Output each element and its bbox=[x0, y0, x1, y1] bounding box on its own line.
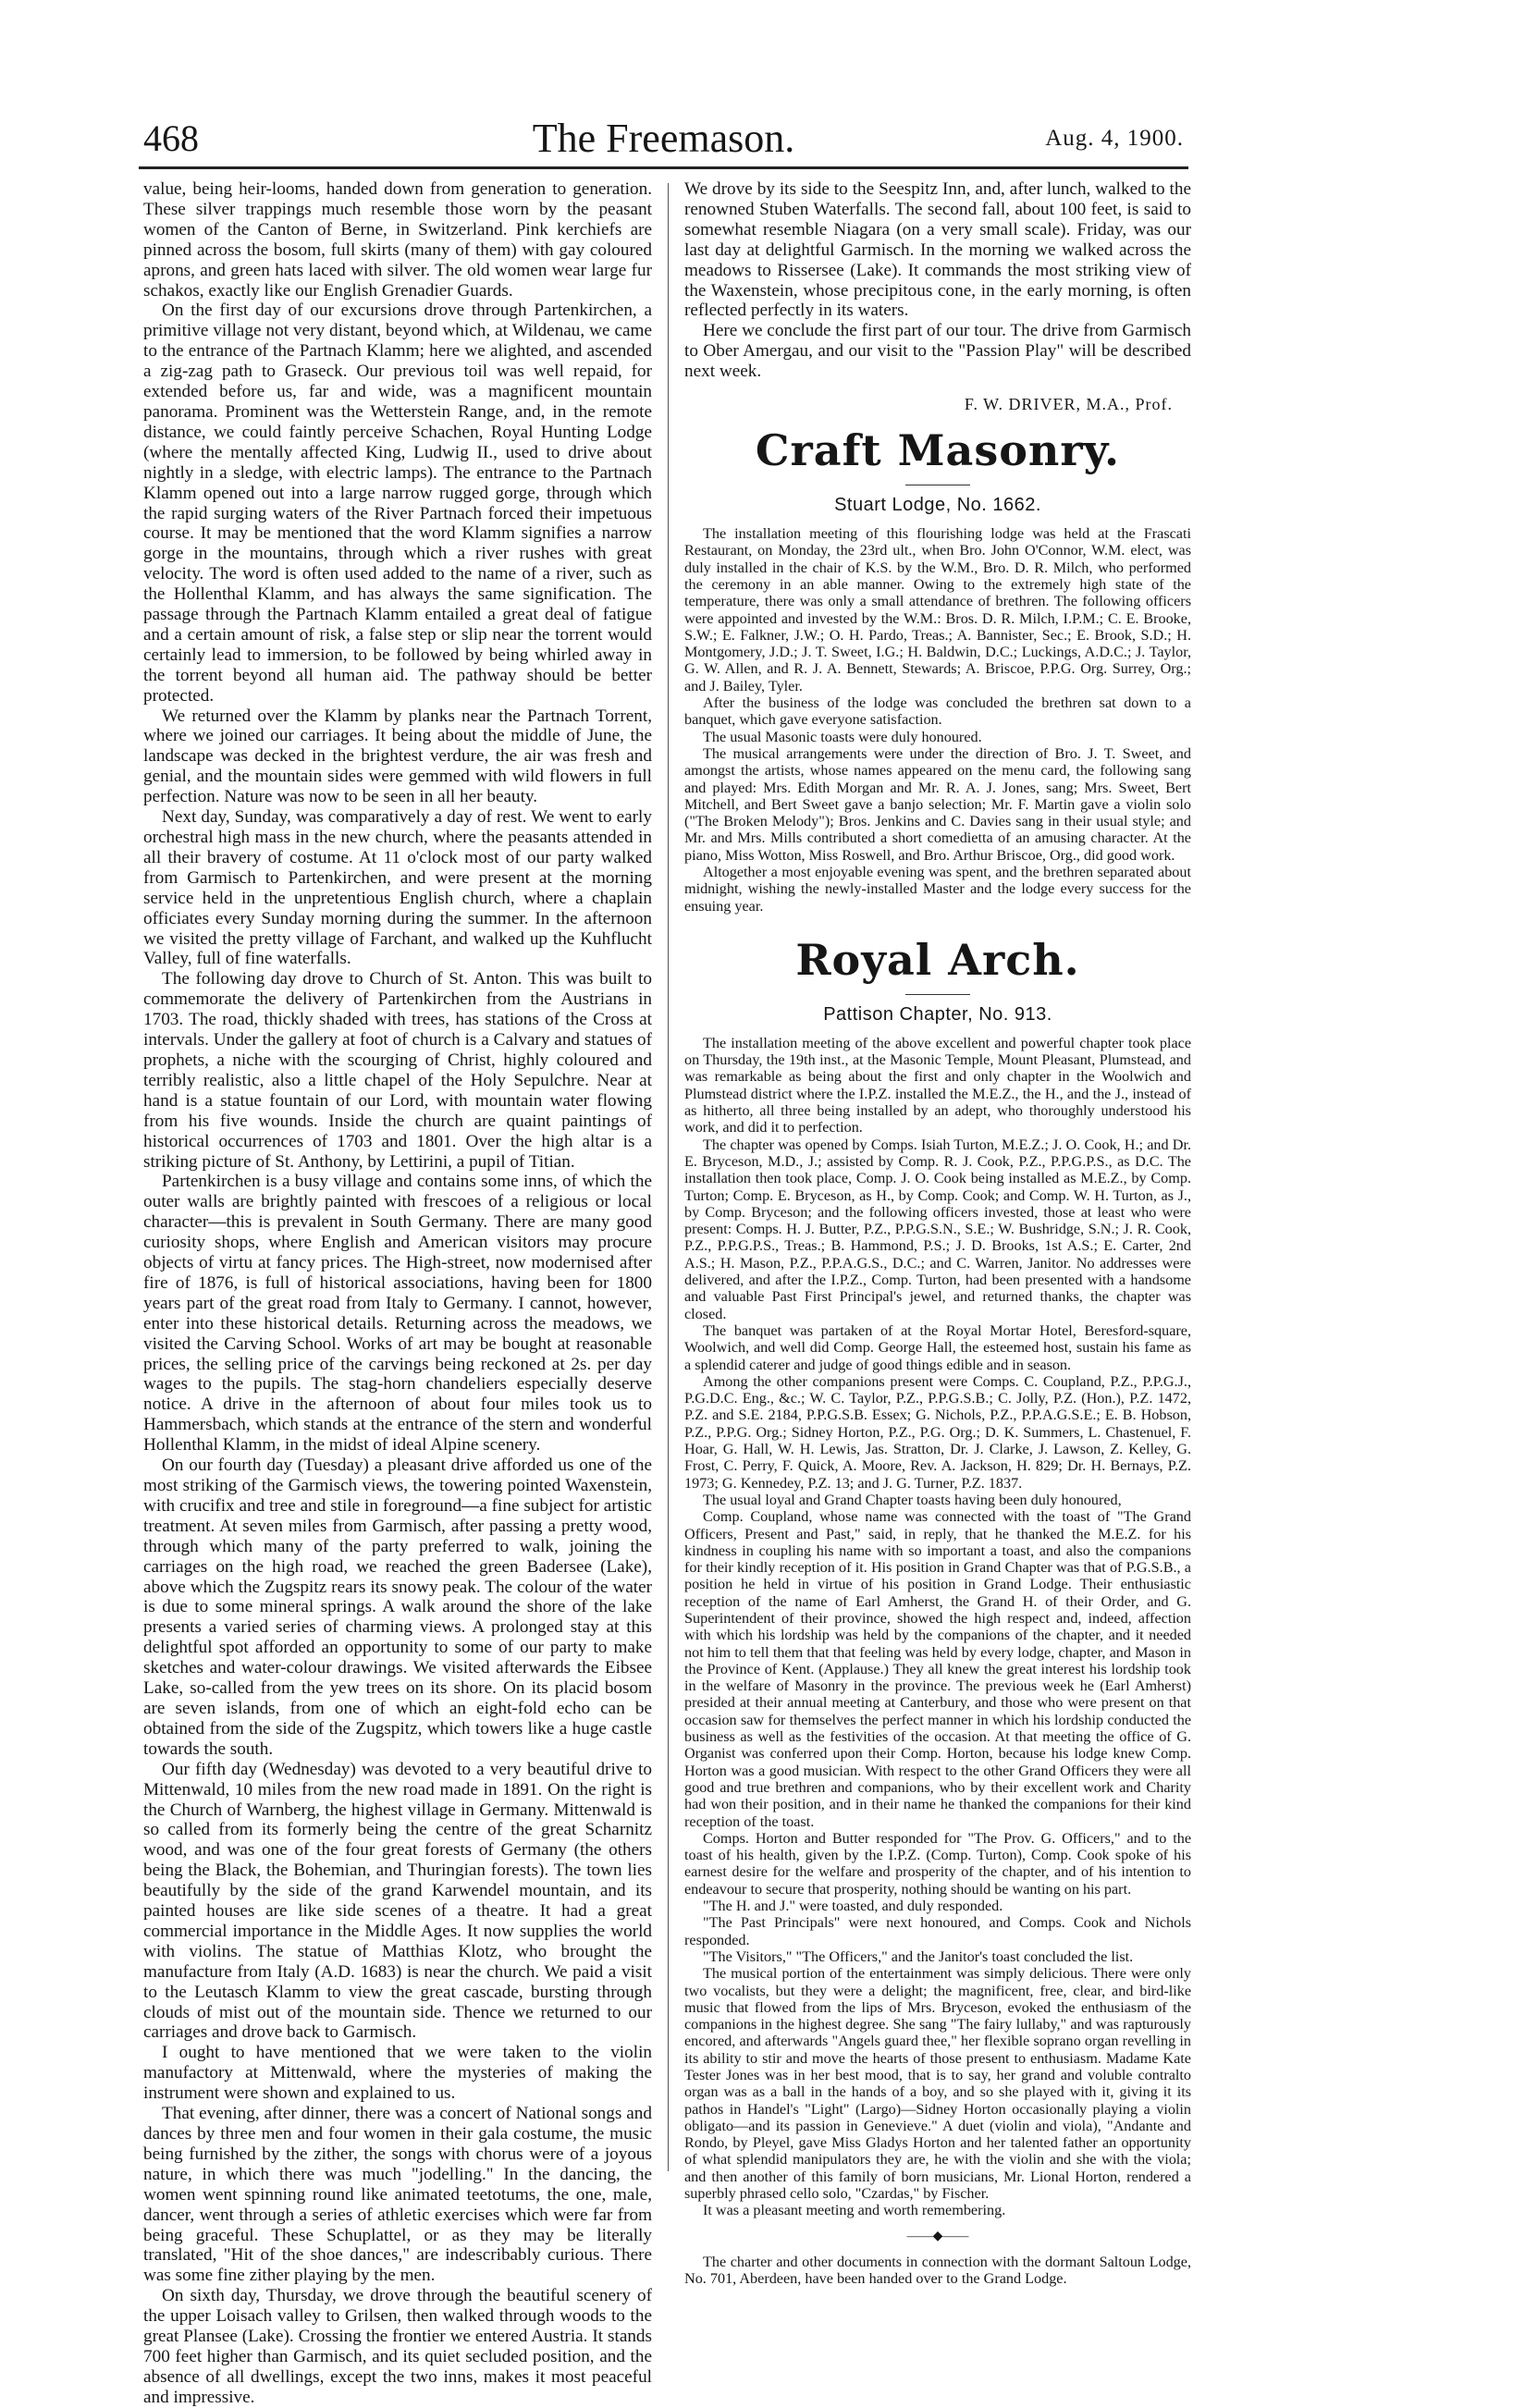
lodge-title: Stuart Lodge, No. 1662. bbox=[834, 495, 1041, 516]
section-divider-icon: ——◆—— bbox=[906, 2229, 969, 2243]
royal-paragraph: It was a pleasant meeting and worth remembering. bbox=[703, 2202, 1006, 2219]
publication-title: The Freemason. bbox=[532, 116, 795, 161]
right-column bbox=[684, 179, 1191, 2287]
royal-paragraph: Among the other companions present were Comps. C. Coupland, P.Z., P.P.G.J., P.G.D.C. Eng., &c.; W. C. Taylor, P.Z., P.P.G.S.B.; C. Jolly, P.Z. (Hon.), P.Z. 1472, P.Z. and S.E. 2184, P.P.G.S.B. Essex; G. Nichols, P.Z., P.P.A.G.S.E.; E. B. Hobson, P.Z., P.P.G. Org.; Sidney Horton, P.Z., P.G. Org.; D. K. Summers, L. Chastenuel, F. Hoar, G. Hall, W. H. Lewis, Jas. Stratton, Dr. J. Clarke, J. Lawson, Z. Kelley, G. Frost, C. Perry, F. Quick, A. Moore, Rev. A. Jackson, H. 829; Dr. H. Bernays, P.Z. 1973; G. Kennedey, P.Z. 13; and J. G. Turner, P.Z. 1837. bbox=[684, 1372, 1191, 1492]
royal-paragraph: The installation meeting of the above excellent and powerful chapter took place on Thursday, the 19th inst., at the Masonic Temple, Mount Pleasant, Plumstead, and was remarkable as being about the first and only chapter in the Woolwich and Plumstead district where the I.P.Z. installed the M.E.Z., the H., and the J., instead of as hitherto, all three being installed by an adept, who thoroughly understood his work, and did it to perfection. bbox=[684, 1034, 1191, 1136]
page-number: 468 bbox=[143, 117, 199, 159]
royal-paragraph: The usual loyal and Grand Chapter toasts having been duly honoured, bbox=[703, 1491, 1122, 1508]
left-column bbox=[143, 179, 652, 2407]
royal-paragraph: "The Visitors," "The Officers," and the Janitor's toast concluded the list. bbox=[703, 1947, 1134, 1965]
left-paragraph: Next day, Sunday, was comparatively a day of rest. We went to early orchestral high mass in the new church, where the peasants attended in all their bravery of costume. At 11 o'clock most of our party walked from Garmisch to Partenkirchen, and were present at the morning service held in the unpretentious English church, where a chaplain officiates every Sunday morning during the summer. In the afternoon we visited the pretty village of Farchant, and walked up the Kuhflucht Valley, full of fine waterfalls. bbox=[143, 807, 652, 969]
royal-paragraph: The chapter was opened by Comps. Isiah Turton, M.E.Z.; J. O. Cook, H.; and Dr. E. Bryceson, M.D., J.; assisted by Comp. R. J. Cook, P.Z., P.P.G.P.S., as D.C. The installation then took place, Comp. J. O. Cook being installed as M.E.Z., by Comp. Turton; Comp. E. Bryceson, as H., by Comp. Cook; and Comp. W. H. Turton, as J., by Comp. Bryceson; and the following officers invested, those at least who were present: Comps. H. J. Butter, P.Z., P.P.G.S.N., S.E.; W. Bushridge, S.N.; J. R. Cook, P.Z., P.P.G.P.S., Treas.; B. Hammond, P.S.; J. D. Brooks, 1st A.S.; E. Carter, 2nd A.S.; H. Mason, P.Z., P.P.A.G.S., D.C.; and C. Warren, Janitor. No addresses were delivered, and after the I.P.Z., Comp. Turton, had been presented with a handsome and valuable Past First Principal's jewel, and returned thanks, the chapter was closed. bbox=[684, 1136, 1191, 1322]
left-paragraph: I ought to have mentioned that we were taken to the violin manufactory at Mittenwald, where the mysteries of making the instrument were shown and explained to us. bbox=[143, 2043, 652, 2104]
left-paragraph: value, being heir-looms, handed down from generation to generation. These silver trappings much resemble those worn by the peasant women of the Canton of Berne, in Switzerland. Pink kerchiefs are pinned across the bosom, full skirts (many of them) with gay coloured aprons, and green hats laced with silver. The old women wear large fur schakos, exactly like our English Grenadier Guards. bbox=[143, 179, 652, 301]
issue-date: Aug. 4, 1900. bbox=[1045, 126, 1184, 151]
left-paragraph: On our fourth day (Tuesday) a pleasant drive afforded us one of the most striking of the Garmisch views, the towering pointed Waxenstein, with crucifix and tree and stile in foreground—a fine subject for artistic treatment. At seven miles from Garmisch, after passing a pretty wood, through which many of the party preferred to walk, joining the carriages on the high road, we reached the green Badersee (Lake), above which the Zugspitz rears its snowy peak. The colour of the water is due to some mineral springs. A walk around the shore of the lake presents a varied series of charming views. A prolonged stay at this delightful spot afforded an opportunity to some of our party to make sketches and water-colour drawings. We visited afterwards the Eibsee Lake, so-called from the yew trees on its shore. On its placid bosom are seven islands, from one of which an eight-fold echo can be obtained from the side of the Zugspitz, which towers like a huge castle towards the south. bbox=[143, 1456, 652, 1759]
royal-arch-heading: Royal Arch. bbox=[795, 934, 1080, 985]
left-paragraph: We returned over the Klamm by planks near the Partnach Torrent, where we joined our carriages. It being about the middle of June, the landscape was decked in the brightest verdure, the air was fresh and genial, and the mountain sides were gemmed with wild flowers in full perfection. Nature was now to be seen in all her beauty. bbox=[143, 706, 652, 807]
header-rule bbox=[139, 166, 1188, 169]
craft-paragraph: The usual Masonic toasts were duly honoured. bbox=[703, 728, 982, 745]
continuation-paragraph: Here we conclude the first part of our tour. The drive from Garmisch to Ober Amergau, and our visit to the "Passion Play" will be described next week. bbox=[684, 321, 1191, 382]
royal-paragraph: "The Past Principals" were next honoured, and Comps. Cook and Nichols responded. bbox=[684, 1914, 1191, 1948]
continuation-paragraph: We drove by its side to the Seespitz Inn, and, after lunch, walked to the renowned Stuben Waterfalls. The second fall, about 100 feet, is said to somewhat resemble Niagara (on a very small scale). Friday, was our last day at delightful Garmisch. In the morning we walked across the meadows to Rissersee (Lake). It commands the most striking view of the Waxenstein, whose precipitous cone, in the early morning, is often reflected perfectly in its waters. bbox=[684, 179, 1191, 321]
newspaper-page bbox=[139, 109, 1191, 2407]
left-paragraph: Our fifth day (Wednesday) was devoted to a very beautiful drive to Mittenwald, 10 miles from the new road made in 1891. On the right is the Church of Warnberg, the highest village in Germany. Mittenwald is so called from its formerly being the centre of the great Scharnitz wood, and was one of the four great forests of Germany (the others being the Black, the Bohemian, and Thuringian forests). The town lies beautifully by the side of the grand Karwendel mountain, and its painted houses are like side scenes of a theatre. It had a great commercial importance in the Middle Ages. It now supplies the world with violins. The statue of Matthias Klotz, who brought the manufacture from Italy (A.D. 1683) is near the church. We paid a visit to the Leutasch Klamm to view the great cascade, bursting through clouds of mist out of the mountain side. Thence we returned to our carriages and drove back to Garmisch. bbox=[143, 1759, 652, 2043]
column-divider bbox=[668, 183, 669, 2171]
left-paragraph: The following day drove to Church of St. Anton. This was built to commemorate the delivery of Partenkirchen from the Austrians in 1703. The road, thickly shaded with trees, has stations of the Cross at intervals. Under the gallery at foot of church is a Calvary and statues of prophets, a niche with the scourging of Christ, highly coloured and terribly realistic, also a little chapel of the Holy Sepulchre. Near at hand is a statue fountain of our Lord, with mountain water flowing from his five wounds. Inside the church are quaint paintings of historical occurrences of 1703 and 1801. Over the high altar is a striking picture of St. Anthony, by Lettirini, a pupil of Titian. bbox=[143, 969, 652, 1172]
left-paragraph: That evening, after dinner, there was a concert of National songs and dances by three men and four women in their gala costume, the music being furnished by the zither, the songs with chorus were of a joyous nature, in which there was much "jodelling." In the dancing, the women went spinning round like animated teetotums, the one, male, dancer, went through a series of athletic exercises which were far from being graceful. These Schuplattel, or as they may be literally translated, "Hit of the shoe dances," are indescribably curious. There was some fine zither playing by the men. bbox=[143, 2104, 652, 2286]
royal-paragraph: The banquet was partaken of at the Royal Mortar Hotel, Beresford-square, Woolwich, and well did Comp. George Hall, the esteemed host, sustain his fame as a splendid caterer and judge of good things edible and in season. bbox=[684, 1321, 1191, 1373]
craft-paragraph: After the business of the lodge was concluded the brethren sat down to a banquet, which gave everyone satisfaction. bbox=[684, 694, 1191, 729]
left-paragraph: On the first day of our excursions drove through Partenkirchen, a primitive village not very distant, beyond which, at Wildenau, we came to the entrance of the Partnach Klamm; here we alighted, and ascended a zig-zag path to Graseck. Our previous toil was well repaid, for extended before us, far and wide, was a magnificent mountain panorama. Prominent was the Wetterstein Range, and, in the remote distance, we could faintly perceive Schachen, Royal Hunting Lodge (where the mentally affected King, Ludwig II., used to drive about nightly in a sledge, with electric lamps). The entrance to the Partnach Klamm opened out into a large narrow rugged gorge, through which the rapid surging waters of the River Partnach forced their impetuous course. It may be mentioned that the word Klamm signifies a narrow gorge in the mountains, through which a river rushes with great velocity. The word is often used added to the name of a river, such as the Hollenthal Klamm, and has always the same signification. The passage through the Partnach Klamm entailed a great deal of fatigue and a certain amount of risk, a false step or slip near the torrent would certainly lead to immersion, to be followed by being whirled away in the torrent beyond all human aid. The pathway should be better protected. bbox=[143, 301, 652, 706]
craft-paragraph: The installation meeting of this flourishing lodge was held at the Frascati Restaurant, on Monday, the 23rd ult., when Bro. John O'Connor, W.M. elect, was duly installed in the chair of K.S. by the W.M., Bro. D. R. Milch, who performed the ceremony in an able manner. Owing to the extremely high state of the temperature, there was only a small attendance of brethren. The following officers were appointed and invested by the W.M.: Bros. D. R. Milch, I.P.M.; C. E. Brooke, S.W.; E. Falkner, J.W.; O. H. Pardo, Treas.; A. Bannister, Sec.; E. Brook, S.D.; H. Montgomery, J.D.; J. T. Sweet, I.G.; H. Baldwin, D.C.; Luckings, A.D.C.; J. Taylor, G. W. Allen, and R. J. A. Bennett, Stewards; A. Briscoe, P.P.G. Org. Surrey, Org.; and J. Bailey, Tyler. bbox=[684, 525, 1191, 694]
royal-paragraph: "The H. and J." were toasted, and duly responded. bbox=[703, 1898, 1003, 1915]
royal-paragraph: Comps. Horton and Butter responded for "The Prov. G. Officers," and to the toast of his health, given by the I.P.Z. (Comp. Turton), Comp. Cook spoke of his earnest desire for the welfare and prosperity of the chapter, and of his intention to endeavour to secure that prosperity, nothing should be wanting on his part. bbox=[684, 1829, 1191, 1898]
author-signature: F. W. DRIVER, M.A., Prof. bbox=[964, 395, 1173, 414]
left-paragraph: On sixth day, Thursday, we drove through the beautiful scenery of the upper Loisach valley to Grilsen, then walked through woods to the great Plansee (Lake). Crossing the frontier we entered Austria. It stands 700 feet higher than Garmisch, and its quiet secluded position, and the absence of all dwellings, except the two inns, makes it most peaceful and impressive. bbox=[143, 2286, 652, 2407]
footer-note: The charter and other documents in connection with the dormant Saltoun Lodge, No. 701, Aberdeen, have been handed over to the Grand Lodge. bbox=[684, 2253, 1191, 2287]
craft-paragraph: The musical arrangements were under the direction of Bro. J. T. Sweet, and amongst the artists, whose names appeared on the menu card, the following sang and played: Mrs. Edith Morgan and Mr. R. A. J. Jones, sang; Mrs. Sweet, Bert Mitchell, and Bert Sweet gave a banjo selection; Mr. F. Martin gave a violin solo ("The Broken Melody"); Bros. Jenkins and C. Davies sang in their usual style; and Mr. and Mrs. Mills contributed a short comedietta of an amusing character. At the piano, Miss Wotton, Miss Roswell, and Bro. Arthur Briscoe, Org., did good work. bbox=[684, 744, 1191, 864]
royal-paragraph: The musical portion of the entertainment was simply delicious. There were only two vocalists, but they were a delight; the magnificent, free, clear, and bird-like music that flowed from the lips of Mrs. Bryceson, evoked the enthusiasm of the companions in the highest degree. She sang "The fairy lullaby," and was rapturously encored, and afterwards "Angels guard thee," her flexible soprano organ revelling in its ability to stir and move the hearts of those present to enthusiasm. Madame Kate Tester Jones was in her best mood, that is to say, her grand and voluble contralto organ was as a ball in the hands of a boy, and so she played with it, giving it its pathos in Handel's "Light" (Largo)—Sidney Horton occasionally playing a violin obligato—and its passion in Genevieve." A duet (violin and viola), "Andante and Rondo, by Pleyel, gave Miss Gladys Horton and her talented father an opportunity of what splendid manipulators they are, he with the violin and she with the viola; and then another of this family of born musicians, Mr. Lional Horton, rendered a superbly phrased cello solo, "Czardas," by Fischer. bbox=[684, 1965, 1191, 2203]
chapter-title: Pattison Chapter, No. 913. bbox=[823, 1003, 1052, 1025]
craft-paragraph: Altogether a most enjoyable evening was spent, and the brethren separated about midnight, wishing the newly-installed Master and the lodge every success for the ensuing year. bbox=[684, 864, 1191, 915]
craft-masonry-heading: Craft Masonry. bbox=[755, 425, 1121, 476]
left-paragraph: Partenkirchen is a busy village and contains some inns, of which the outer walls are brightly painted with frescoes of a religious or local character—this is prevalent in South Germany. There are many good curiosity shops, where English and American visitors may procure objects of virtu at fancy prices. The High-street, now modernised after fire of 1876, is full of historical associations, having been for 1800 years part of the great road from Italy to Germany. I cannot, however, enter into these historical details. Returning across the meadows, we visited the Carving School. Works of art may be bought at reasonable prices, the selling price of the carvings being reckoned at 2s. per day wages to the pupils. The stag-horn chandeliers especially deserve notice. A drive in the afternoon of about four miles took us to Hammersbach, which stands at the entrance of the stern and wonderful Hollenthal Klamm, in the midst of ideal Alpine scenery. bbox=[143, 1172, 652, 1456]
page-header bbox=[139, 109, 1188, 174]
royal-paragraph: Comp. Coupland, whose name was connected with the toast of "The Grand Officers, Present and Past," said, in reply, that he thanked the M.E.Z. for his kindness in coupling his name with so important a toast, and also the companions for their kindly reception of it. His position in Grand Chapter was that of P.G.S.B., a position he held in virtue of his position in Grand Lodge. Their enthusiastic reception of the name of Earl Amherst, the Grand H. of their Order, and G. Superintendent of their province, showed the high respect and, indeed, affection with which his lordship was held by the companions of the chapter, and it needed not him to tell them that that feeling was held by every lodge, chapter, and Mason in the Province of Kent. (Applause.) They all knew the great interest his lordship took in the welfare of Masonry in the province. The previous week he (Earl Amherst) presided at their annual meeting at Canterbury, and those who were present on that occasion saw for themselves the perfect manner in which his lordship conducted the business as well as the festivities of the occasion. At that meeting the office of G. Organist was conferred upon their Comp. Horton, because his lodge knew Comp. Horton was a good musician. With respect to the other Grand Officers they were all good and true brethren and companions, who by their excellent work and Charity had won their position, and in their name he thanked the companions for their kind reception of the toast. bbox=[684, 1508, 1191, 1830]
heading-rule bbox=[905, 994, 970, 995]
